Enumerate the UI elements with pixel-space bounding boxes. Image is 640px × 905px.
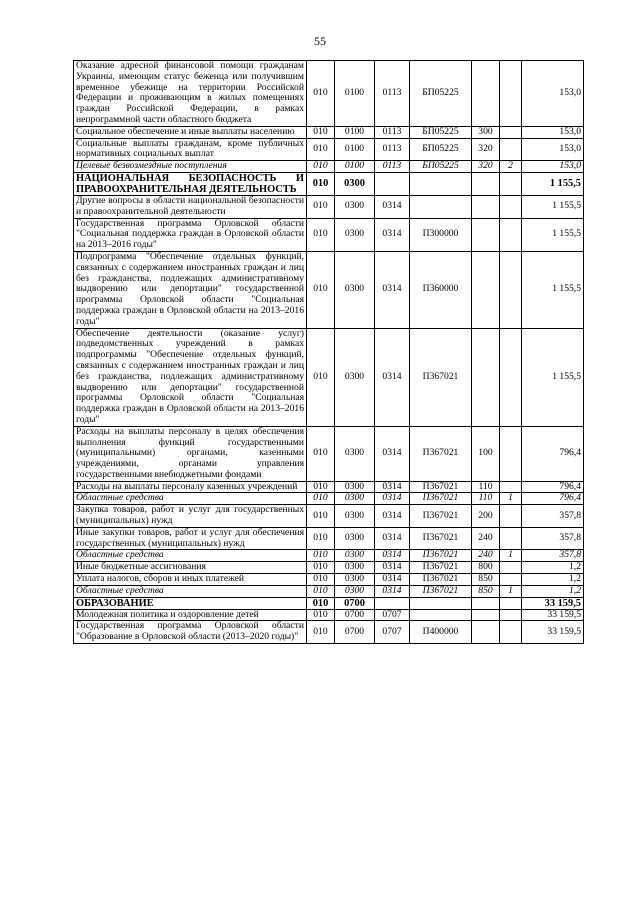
row-name-cell: Расходы на выплаты персоналу в целях обеспечения выполнения функций государственными (муниципальными) органами, казенными учреждениями, органами управления государственными внебюджетными фондами <box>74 426 307 481</box>
funding-source-cell: 2 <box>500 161 522 173</box>
funding-source-cell <box>500 61 522 127</box>
ministry-code-cell: 010 <box>307 597 335 609</box>
funding-source-cell <box>500 597 522 609</box>
amount-cell: 33 159,5 <box>522 621 584 644</box>
ministry-code-cell: 010 <box>307 550 335 562</box>
subsection-code-cell <box>375 597 410 609</box>
funding-source-cell <box>500 609 522 621</box>
expense-type-cell <box>472 597 500 609</box>
expense-type-cell: 850 <box>472 585 500 597</box>
expense-type-cell: 850 <box>472 574 500 586</box>
expense-type-cell: 240 <box>472 527 500 550</box>
expense-type-cell <box>472 195 500 218</box>
table-row <box>74 251 584 328</box>
target-item-cell <box>410 172 472 195</box>
section-code-cell: 0100 <box>335 138 375 161</box>
amount-cell: 1 155,5 <box>522 251 584 328</box>
subsection-code-cell: 0314 <box>375 195 410 218</box>
subsection-code-cell: 0113 <box>375 61 410 127</box>
amount-cell: 33 159,5 <box>522 597 584 609</box>
ministry-code-cell: 010 <box>307 574 335 586</box>
subsection-code-cell: 0314 <box>375 493 410 505</box>
subsection-code-cell: 0314 <box>375 218 410 251</box>
target-item-cell <box>410 609 472 621</box>
row-name-cell: Молодежная политика и оздоровление детей <box>74 609 307 621</box>
row-name-cell: Расходы на выплаты персоналу казенных учреждений <box>74 481 307 493</box>
expense-type-cell <box>472 621 500 644</box>
subsection-code-cell: 0314 <box>375 527 410 550</box>
row-name-cell: Закупка товаров, работ и услуг для государственных (муниципальных) нужд <box>74 505 307 528</box>
table-row <box>74 527 584 550</box>
section-code-cell: 0300 <box>335 505 375 528</box>
section-code-cell: 0300 <box>335 426 375 481</box>
table-row <box>74 61 584 127</box>
amount-cell: 357,8 <box>522 505 584 528</box>
table-row <box>74 550 584 562</box>
subsection-code-cell: 0314 <box>375 505 410 528</box>
subsection-code-cell <box>375 172 410 195</box>
table-row <box>74 505 584 528</box>
funding-source-cell <box>500 218 522 251</box>
amount-cell: 796,4 <box>522 493 584 505</box>
subsection-code-cell: 0314 <box>375 562 410 574</box>
row-name-cell: Областные средства <box>74 585 307 597</box>
ministry-code-cell: 010 <box>307 609 335 621</box>
table-row <box>74 426 584 481</box>
table-row <box>74 481 584 493</box>
ministry-code-cell: 010 <box>307 426 335 481</box>
ministry-code-cell: 010 <box>307 481 335 493</box>
ministry-code-cell: 010 <box>307 493 335 505</box>
subsection-code-cell: 0314 <box>375 585 410 597</box>
table-row <box>74 621 584 644</box>
amount-cell: 357,8 <box>522 527 584 550</box>
funding-source-cell <box>500 481 522 493</box>
expense-type-cell <box>472 172 500 195</box>
target-item-cell: БП05225 <box>410 126 472 138</box>
row-name-cell: Уплата налогов, сборов и иных платежей <box>74 574 307 586</box>
target-item-cell <box>410 195 472 218</box>
target-item-cell: П367021 <box>410 527 472 550</box>
row-name-cell: Областные средства <box>74 550 307 562</box>
target-item-cell: П367021 <box>410 481 472 493</box>
ministry-code-cell: 010 <box>307 505 335 528</box>
subsection-code-cell: 0314 <box>375 251 410 328</box>
row-name-cell: Иные бюджетные ассигнования <box>74 562 307 574</box>
target-item-cell: П400000 <box>410 621 472 644</box>
expense-type-cell: 110 <box>472 493 500 505</box>
funding-source-cell <box>500 562 522 574</box>
section-code-cell: 0300 <box>335 493 375 505</box>
funding-source-cell <box>500 251 522 328</box>
target-item-cell: П367021 <box>410 562 472 574</box>
amount-cell: 153,0 <box>522 126 584 138</box>
funding-source-cell: 1 <box>500 585 522 597</box>
expense-type-cell <box>472 251 500 328</box>
ministry-code-cell: 010 <box>307 138 335 161</box>
section-code-cell: 0300 <box>335 195 375 218</box>
expense-type-cell <box>472 61 500 127</box>
ministry-code-cell: 010 <box>307 61 335 127</box>
page-number: 55 <box>314 34 326 48</box>
row-name-cell: Целевые безвозмездные поступления <box>74 161 307 173</box>
subsection-code-cell: 0707 <box>375 621 410 644</box>
amount-cell: 33 159,5 <box>522 609 584 621</box>
section-code-cell: 0100 <box>335 126 375 138</box>
row-name-cell: Обеспечение деятельности (оказание услуг) подведомственных учреждений в рамках подпрограммы "Обеспечение отдельных функций, связанных с содержанием иностранных граждан и лиц без гражданства, подлежащих административному выдворению или депортации" государственной программы Орловской области "Социальная поддержка граждан в Орловской области на 2013–2016 годы" <box>74 328 307 426</box>
funding-source-cell <box>500 426 522 481</box>
amount-cell: 153,0 <box>522 161 584 173</box>
amount-cell: 153,0 <box>522 61 584 127</box>
funding-source-cell <box>500 126 522 138</box>
row-name-cell: НАЦИОНАЛЬНАЯ БЕЗОПАСНОСТЬ И ПРАВООХРАНИТЕЛЬНАЯ ДЕЯТЕЛЬНОСТЬ <box>74 172 307 195</box>
expense-type-cell: 300 <box>472 126 500 138</box>
row-name-cell: Социальные выплаты гражданам, кроме публичных нормативных социальных выплат <box>74 138 307 161</box>
section-code-cell: 0100 <box>335 161 375 173</box>
row-name-cell: Другие вопросы в области национальной безопасности и правоохранительной деятельности <box>74 195 307 218</box>
target-item-cell: П367021 <box>410 505 472 528</box>
table-row <box>74 609 584 621</box>
subsection-code-cell: 0314 <box>375 574 410 586</box>
target-item-cell: П360000 <box>410 251 472 328</box>
expense-type-cell <box>472 609 500 621</box>
amount-cell: 153,0 <box>522 138 584 161</box>
expense-type-cell: 320 <box>472 138 500 161</box>
funding-source-cell <box>500 505 522 528</box>
target-item-cell: П300000 <box>410 218 472 251</box>
target-item-cell: БП05225 <box>410 161 472 173</box>
row-name-cell: ОБРАЗОВАНИЕ <box>74 597 307 609</box>
ministry-code-cell: 010 <box>307 328 335 426</box>
ministry-code-cell: 010 <box>307 585 335 597</box>
section-code-cell: 0300 <box>335 328 375 426</box>
expense-type-cell: 800 <box>472 562 500 574</box>
funding-source-cell <box>500 621 522 644</box>
amount-cell: 1,2 <box>522 562 584 574</box>
target-item-cell: БП05225 <box>410 138 472 161</box>
table-row <box>74 597 584 609</box>
budget-table <box>73 60 584 644</box>
table-row <box>74 493 584 505</box>
funding-source-cell <box>500 527 522 550</box>
section-code-cell: 0700 <box>335 609 375 621</box>
target-item-cell: П367021 <box>410 550 472 562</box>
row-name-cell: Социальное обеспечение и иные выплаты населению <box>74 126 307 138</box>
table-row <box>74 195 584 218</box>
amount-cell: 1 155,5 <box>522 328 584 426</box>
table-row <box>74 585 584 597</box>
subsection-code-cell: 0113 <box>375 161 410 173</box>
expense-type-cell: 200 <box>472 505 500 528</box>
amount-cell: 796,4 <box>522 481 584 493</box>
funding-source-cell: 1 <box>500 550 522 562</box>
amount-cell: 796,4 <box>522 426 584 481</box>
subsection-code-cell: 0314 <box>375 328 410 426</box>
section-code-cell: 0100 <box>335 61 375 127</box>
section-code-cell: 0700 <box>335 597 375 609</box>
table-row <box>74 126 584 138</box>
section-code-cell: 0300 <box>335 218 375 251</box>
target-item-cell: П367021 <box>410 574 472 586</box>
subsection-code-cell: 0707 <box>375 609 410 621</box>
section-code-cell: 0300 <box>335 481 375 493</box>
subsection-code-cell: 0314 <box>375 481 410 493</box>
row-name-cell: Государственная программа Орловской области "Социальная поддержка граждан в Орловской области на 2013–2016 годы" <box>74 218 307 251</box>
section-code-cell: 0300 <box>335 574 375 586</box>
subsection-code-cell: 0113 <box>375 138 410 161</box>
ministry-code-cell: 010 <box>307 172 335 195</box>
amount-cell: 1 155,5 <box>522 218 584 251</box>
ministry-code-cell: 010 <box>307 126 335 138</box>
funding-source-cell <box>500 328 522 426</box>
section-code-cell: 0700 <box>335 621 375 644</box>
ministry-code-cell: 010 <box>307 251 335 328</box>
subsection-code-cell: 0314 <box>375 550 410 562</box>
row-name-cell: Оказание адресной финансовой помощи гражданам Украины, имеющим статус беженца или получившим временное убежище на территории Российской Федерации и проживающим в жилых помещениях граждан Российской Федерации, в рамках непрограммной части областного бюджета <box>74 61 307 127</box>
table-row <box>74 562 584 574</box>
amount-cell: 1 155,5 <box>522 172 584 195</box>
funding-source-cell <box>500 172 522 195</box>
expense-type-cell <box>472 328 500 426</box>
section-code-cell: 0300 <box>335 527 375 550</box>
amount-cell: 1 155,5 <box>522 195 584 218</box>
ministry-code-cell: 010 <box>307 527 335 550</box>
row-name-cell: Областные средства <box>74 493 307 505</box>
funding-source-cell <box>500 138 522 161</box>
target-item-cell: БП05225 <box>410 61 472 127</box>
section-code-cell: 0300 <box>335 562 375 574</box>
expense-type-cell: 110 <box>472 481 500 493</box>
ministry-code-cell: 010 <box>307 562 335 574</box>
table-row <box>74 328 584 426</box>
amount-cell: 357,8 <box>522 550 584 562</box>
table-row <box>74 218 584 251</box>
section-code-cell: 0300 <box>335 251 375 328</box>
table-row <box>74 172 584 195</box>
expense-type-cell: 320 <box>472 161 500 173</box>
section-code-cell: 0300 <box>335 550 375 562</box>
funding-source-cell: 1 <box>500 493 522 505</box>
target-item-cell: П367021 <box>410 328 472 426</box>
ministry-code-cell: 010 <box>307 621 335 644</box>
expense-type-cell <box>472 218 500 251</box>
amount-cell: 1,2 <box>522 585 584 597</box>
table-row <box>74 138 584 161</box>
funding-source-cell <box>500 574 522 586</box>
subsection-code-cell: 0314 <box>375 426 410 481</box>
target-item-cell: П367021 <box>410 585 472 597</box>
ministry-code-cell: 010 <box>307 218 335 251</box>
subsection-code-cell: 0113 <box>375 126 410 138</box>
target-item-cell: П367021 <box>410 493 472 505</box>
section-code-cell: 0300 <box>335 172 375 195</box>
table-row <box>74 574 584 586</box>
target-item-cell <box>410 597 472 609</box>
row-name-cell: Иные закупки товаров, работ и услуг для обеспечения государственных (муниципальных) нужд <box>74 527 307 550</box>
ministry-code-cell: 010 <box>307 195 335 218</box>
table-row <box>74 161 584 173</box>
funding-source-cell <box>500 195 522 218</box>
row-name-cell: Подпрограмма "Обеспечение отдельных функций, связанных с содержанием иностранных граждан и лиц без гражданства, подлежащих административному выдворению или депортации" государственной программы Орловской области "Социальная поддержка граждан в Орловской области на 2013–2016 годы" <box>74 251 307 328</box>
row-name-cell: Государственная программа Орловской области "Образование в Орловской области (2013–2020 годы)" <box>74 621 307 644</box>
section-code-cell: 0300 <box>335 585 375 597</box>
target-item-cell: П367021 <box>410 426 472 481</box>
expense-type-cell: 240 <box>472 550 500 562</box>
amount-cell: 1,2 <box>522 574 584 586</box>
expense-type-cell: 100 <box>472 426 500 481</box>
ministry-code-cell: 010 <box>307 161 335 173</box>
